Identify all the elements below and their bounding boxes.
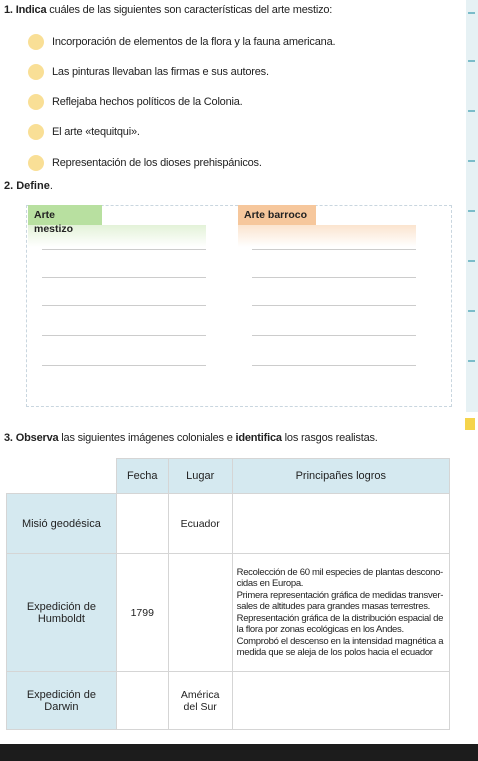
- cell-fecha[interactable]: [116, 672, 168, 730]
- row-header: Misió geodésica: [7, 494, 117, 554]
- question-3-title: [4, 432, 378, 444]
- chevron-icon: [468, 210, 475, 212]
- question-number: 1.: [4, 4, 13, 16]
- table-row: [7, 672, 450, 730]
- chevron-icon: [468, 12, 475, 14]
- option-label: Reflejaba hechos políticos de la Colonia.: [52, 96, 243, 108]
- chevron-icon: [468, 160, 475, 162]
- chevron-icon: [468, 260, 475, 262]
- row-header: Expedición de Humboldt: [7, 554, 117, 672]
- cell-fecha[interactable]: [116, 494, 168, 554]
- table-row: [7, 494, 450, 554]
- answer-line[interactable]: [252, 277, 416, 278]
- cell-logros[interactable]: [232, 554, 449, 672]
- option-item[interactable]: [28, 153, 468, 173]
- answer-bubble[interactable]: [28, 124, 44, 140]
- option-item[interactable]: [28, 32, 468, 52]
- column-header-logros: Principañes logros: [232, 459, 449, 494]
- answer-line[interactable]: [42, 249, 206, 250]
- answer-bubble[interactable]: [28, 34, 44, 50]
- logro-item: Recolección de 60 mil especies de plantas descono-cidas en Europa.: [236, 566, 443, 589]
- answer-bubble[interactable]: [28, 64, 44, 80]
- question-verb: identifica: [235, 432, 282, 444]
- chevron-icon: [468, 310, 475, 312]
- answer-bubble[interactable]: [28, 155, 44, 171]
- row-header: Expedición de Darwin: [7, 672, 117, 730]
- question-text: cuáles de las siguientes son características del arte mestizo:: [46, 4, 333, 16]
- label-arte-mestizo: Arte mestizo: [28, 205, 102, 225]
- answer-line[interactable]: [42, 305, 206, 306]
- cell-logros[interactable]: [232, 494, 449, 554]
- answer-line[interactable]: [252, 365, 416, 366]
- chevron-icon: [468, 110, 475, 112]
- question-verb: Define: [16, 180, 50, 192]
- answer-line[interactable]: [42, 365, 206, 366]
- option-item[interactable]: [28, 92, 468, 112]
- option-label: El arte «tequitqui».: [52, 126, 140, 138]
- definition-column-barroco: [238, 205, 416, 405]
- chevron-icon: [468, 360, 475, 362]
- logro-item: Representación gráfica de la distribución espacial de la flora por zonas ecológicas en los Andes.: [236, 612, 444, 635]
- answer-line[interactable]: [252, 249, 416, 250]
- question-number: 3.: [4, 432, 13, 444]
- expeditions-table: [6, 458, 450, 730]
- question-verb: Observa: [15, 432, 59, 444]
- cell-logros[interactable]: [232, 672, 449, 730]
- page-marker: [465, 418, 475, 430]
- option-label: Representación de los dioses prehispánicos.: [52, 157, 262, 169]
- cell-fecha[interactable]: 1799: [116, 554, 168, 672]
- cell-lugar[interactable]: [168, 554, 232, 672]
- question-number: 2.: [4, 180, 14, 192]
- question-text: .: [49, 180, 53, 192]
- table-row: [7, 554, 450, 672]
- answer-bubble[interactable]: [28, 94, 44, 110]
- answer-line[interactable]: [252, 305, 416, 306]
- answer-line[interactable]: [42, 335, 206, 336]
- cell-lugar[interactable]: América del Sur: [168, 672, 232, 730]
- question-2-title: [4, 180, 53, 192]
- screen-bottom-bar: [0, 744, 478, 761]
- table-corner: [7, 459, 117, 494]
- definition-column-mestizo: [28, 205, 206, 405]
- answer-line[interactable]: [252, 335, 416, 336]
- label-arte-barroco: Arte barroco: [238, 205, 316, 225]
- question-1-title: [4, 4, 464, 16]
- answer-line[interactable]: [42, 277, 206, 278]
- column-header-lugar: Lugar: [168, 459, 232, 494]
- column-header-fecha: Fecha: [116, 459, 168, 494]
- chevron-icon: [468, 60, 475, 62]
- logro-item: Comprobó el descenso en la intensidad magnética a medida que se aleja de los polos hacia el ecuador: [236, 635, 444, 658]
- logro-item: Primera representación gráfica de medidas transver-sales de altitudes para grandes masas terrestres.: [236, 589, 444, 612]
- table-header-row: [7, 459, 450, 494]
- cell-lugar[interactable]: Ecuador: [168, 494, 232, 554]
- option-item[interactable]: [28, 122, 468, 142]
- question-verb: Indica: [15, 4, 47, 16]
- option-item[interactable]: [28, 62, 468, 82]
- question-text: los rasgos realistas.: [281, 432, 378, 444]
- tab-shadow: [238, 225, 416, 247]
- option-label: Incorporación de elementos de la flora y la fauna americana.: [52, 36, 336, 48]
- question-text: las siguientes imágenes coloniales e: [58, 432, 236, 444]
- option-label: Las pinturas llevaban las firmas e sus autores.: [52, 66, 269, 78]
